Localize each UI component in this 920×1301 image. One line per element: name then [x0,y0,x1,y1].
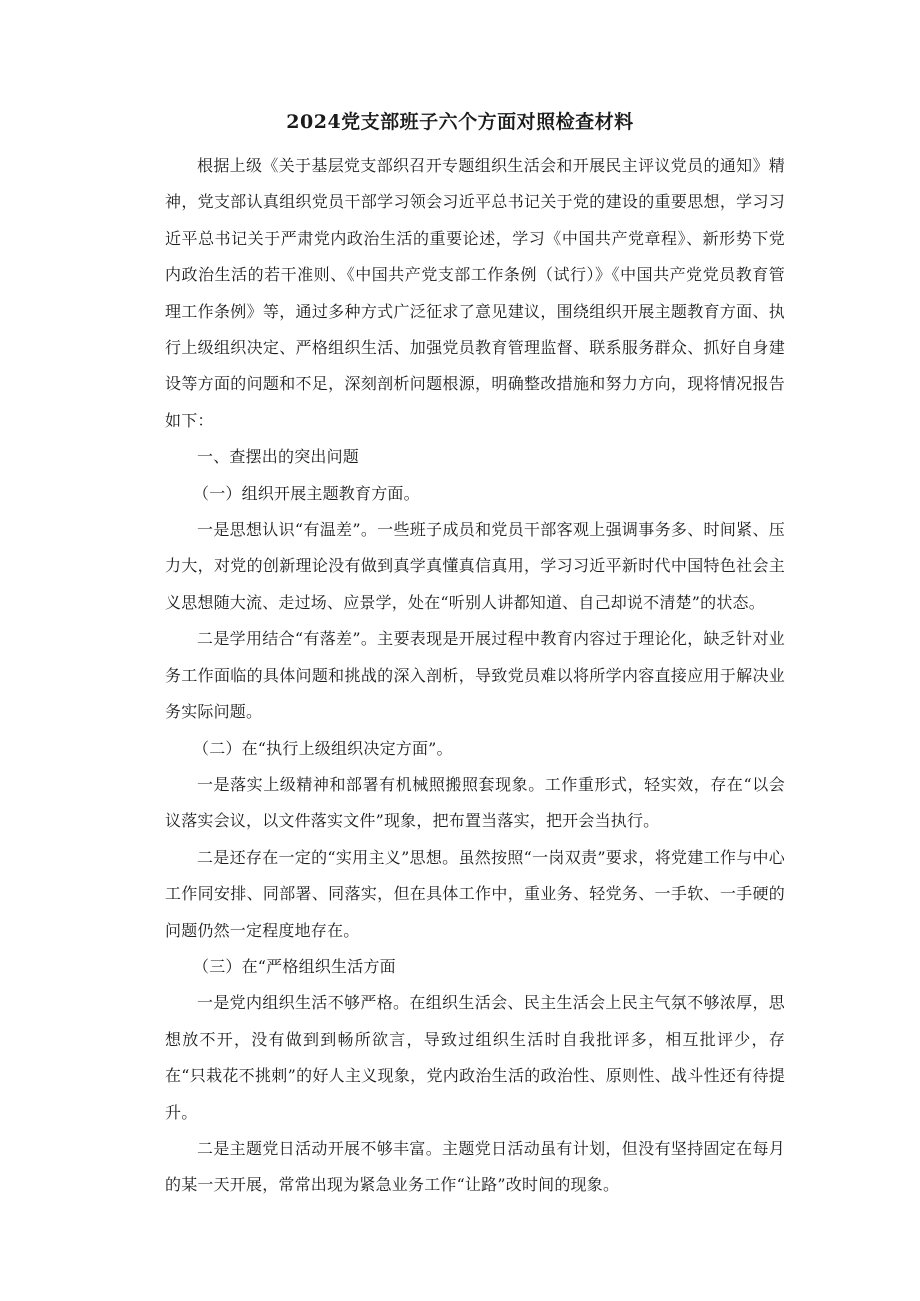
body-paragraph: 一是落实上级精神和部署有机械照搬照套现象。工作重形式，轻实效，存在“以会议落实会议，以文件落实文件”现象，把布置当落实，把开会当执行。 [165,774,785,831]
body-paragraph: 二是学用结合“有落差”。主要表现是开展过程中教育内容过于理论化，缺乏针对业务工作面临的具体问题和挑战的深入剖析，导致党员难以将所学内容直接应用于解决业务实际问题。 [165,629,785,722]
subsection-heading: （一）组织开展主题教育方面。 [193,483,420,503]
intro-paragraph: 根据上级《关于基层党支部织召开专题组织生活会和开展民主评议党员的通知》精神，党支部认真组织党员干部学习领会习近平总书记关于党的建设的重要思想，学习习近平总书记关于严肃党内政治生活的重要论述，学习《中国共产党章程》、新形势下党内政治生活的若干准则、《中国共产党支部工作条例（试行）》《中国共产党党员教育管理工作条例》等，通过多种方式广泛征求了意见建议，围绕组织开展主题教育方面、执行上级组织决定、严格组织生活、加强党员教育管理监督、联系服务群众、抓好自身建设等方面的问题和不足，深刻剖析问题根源，明确整改措施和努力方向，现将情况报告如下： [165,156,785,430]
subsection-heading: （三）在“严格组织生活方面 [193,956,396,976]
document-title: 2024党支部班子六个方面对照检查材料 [286,111,634,133]
body-paragraph: 二是还存在一定的“实用主义”思想。虽然按照“一岗双责”要求，将党建工作与中心工作同安排、同部署、同落实，但在具体工作中，重业务、轻党务、一手软、一手硬的问题仍然一定程度地存在。 [165,847,785,940]
subsection-heading: （二）在“执行上级组织决定方面”。 [193,738,453,758]
body-paragraph: 一是党内组织生活不够严格。在组织生活会、民主生活会上民主气氛不够浓厚，思想放不开，没有做到到畅所欲言，导致过组织生活时自我批评多，相互批评少，存在“只栽花不挑刺”的好人主义现象，党内政治生活的政治性、原则性、战斗性还有待提升。 [165,993,785,1122]
section-heading: 一、查摆出的突出问题 [197,447,360,467]
body-paragraph: 二是主题党日活动开展不够丰富。主题党日活动虽有计划，但没有坚持固定在每月的某一天开展，常常出现为紧急业务工作“让路”改时间的现象。 [165,1138,785,1195]
body-paragraph: 一是思想认识“有温差”。一些班子成员和党员干部客观上强调事务多、时间紧、压力大，对党的创新理论没有做到真学真懂真信真用，学习习近平新时代中国特色社会主义思想随大流、走过场、应景学，处在“听别人讲都知道、自己却说不清楚”的状态。 [165,520,785,612]
document-body [165,148,785,1204]
